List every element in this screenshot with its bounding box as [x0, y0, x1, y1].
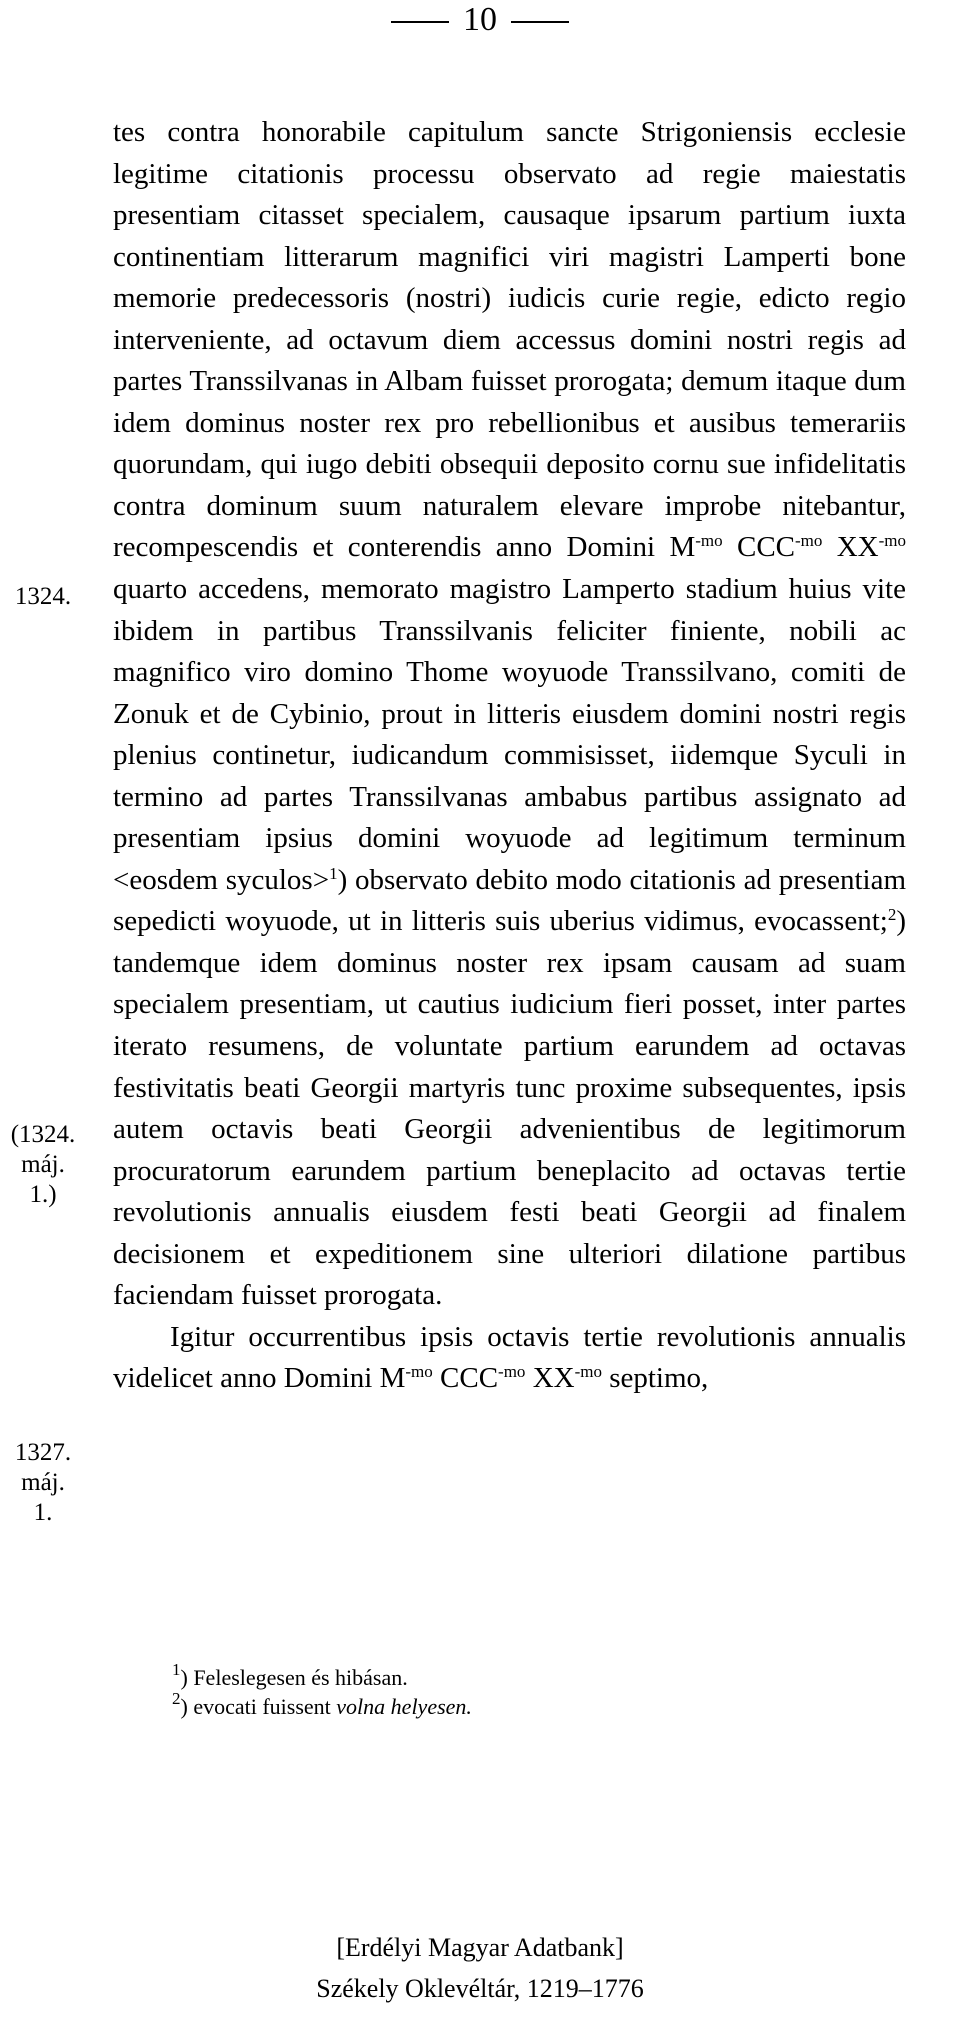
margin-note-1327-maj-1: 1327. máj. 1.: [14, 1439, 72, 1526]
footer-title: Székely Oklevéltár, 1219–1776: [316, 1974, 644, 2003]
body-text: [113, 112, 906, 1400]
dash-left: [391, 21, 449, 23]
dash-right: [511, 21, 569, 23]
footnote-1: $^1$) Feleslegesen és hibásan.: [172, 1660, 408, 1690]
margin-note-1324: 1324.: [14, 583, 72, 610]
page-number: [0, 0, 960, 40]
page-footer: [0, 1927, 960, 2009]
page-number-value: 10: [463, 1, 497, 38]
footnotes: [172, 1660, 472, 1721]
paragraph-1: tes contra honorabile capitulum sancte Strigoniensis ecclesie legitime citationis processu observato ad regie maiestatis presentiam citasset specialem, causaque ipsarum partium iuxta continentiam litterarum magnifici viri magistri Lamperti bone memorie predecessoris (nostri) iudicis curie regie, edicto regio interveniente, ad octavum diem accessus domini nostri regis ad partes Transsilvanas in Albam fuisset prorogata; demum itaque dum idem dominus noster rex pro rebellionibus et ausibus temerariis quorundam, qui iugo debiti obsequii deposito cornu sue infidelitatis contra dominum suum naturalem elevare improbe nitebantur, recompescendis et conterendis anno Domini $M^{-mo}$ $CCC^{-mo}$ $XX^{-mo}$ quarto accedens, memorato magistro Lamperto stadium huius vite ibidem in partibus Transsilvanis feliciter finiente, nobili ac magnifico viro domino Thome woyuode Transsilvano, comiti de Zonuk et de Cybinio, prout in litteris eiusdem domini nostri regis plenius continetur, iudicandum commisisset, iidemque Syculi in termino ad partes Transsilvanas ambabus partibus assignato ad presentiam ipsius domini woyuode ad legitimum terminum <eosdem syculos>$^1$) observato debito modo citationis ad presentiam sepedicti woyuode, ut in litteris suis uberius vidimus, evocassent;$^2$) tandemque idem dominus noster rex ipsam causam ad suam specialem presentiam, ut cautius iudicium fieri posset, inter partes iterato resumens, de voluntate partium earundem ad octavas festivitatis beati Georgii martyris tunc proxime subsequentes, ipsis autem octavis beati Georgii advenientibus de legitimorum procuratorum earundem partium beneplacito ad octavas tertie revolutionis annualis eiusdem festi beati Georgii ad finalem decisionem et expeditionem sine ulteriori dilatione partibus faciendam fuisset prorogata.: [113, 116, 907, 1312]
footer-source: [Erdélyi Magyar Adatbank]: [336, 1933, 624, 1962]
footnote-ref-2: 2: [887, 905, 897, 925]
paragraph-2: Igitur occurrentibus ipsis octavis tertie revolutionis annualis videlicet anno Domini $M^{-mo}$ $CCC^{-mo}$ $XX^{-mo}$ septimo,: [113, 1320, 906, 1395]
margin-note-1324-maj-1: (1324. máj. 1.): [10, 1121, 76, 1208]
footnote-ref-1: 1: [329, 863, 338, 883]
footnote-2: $^2$) evocati fuissent volna helyesen.: [172, 1689, 472, 1719]
